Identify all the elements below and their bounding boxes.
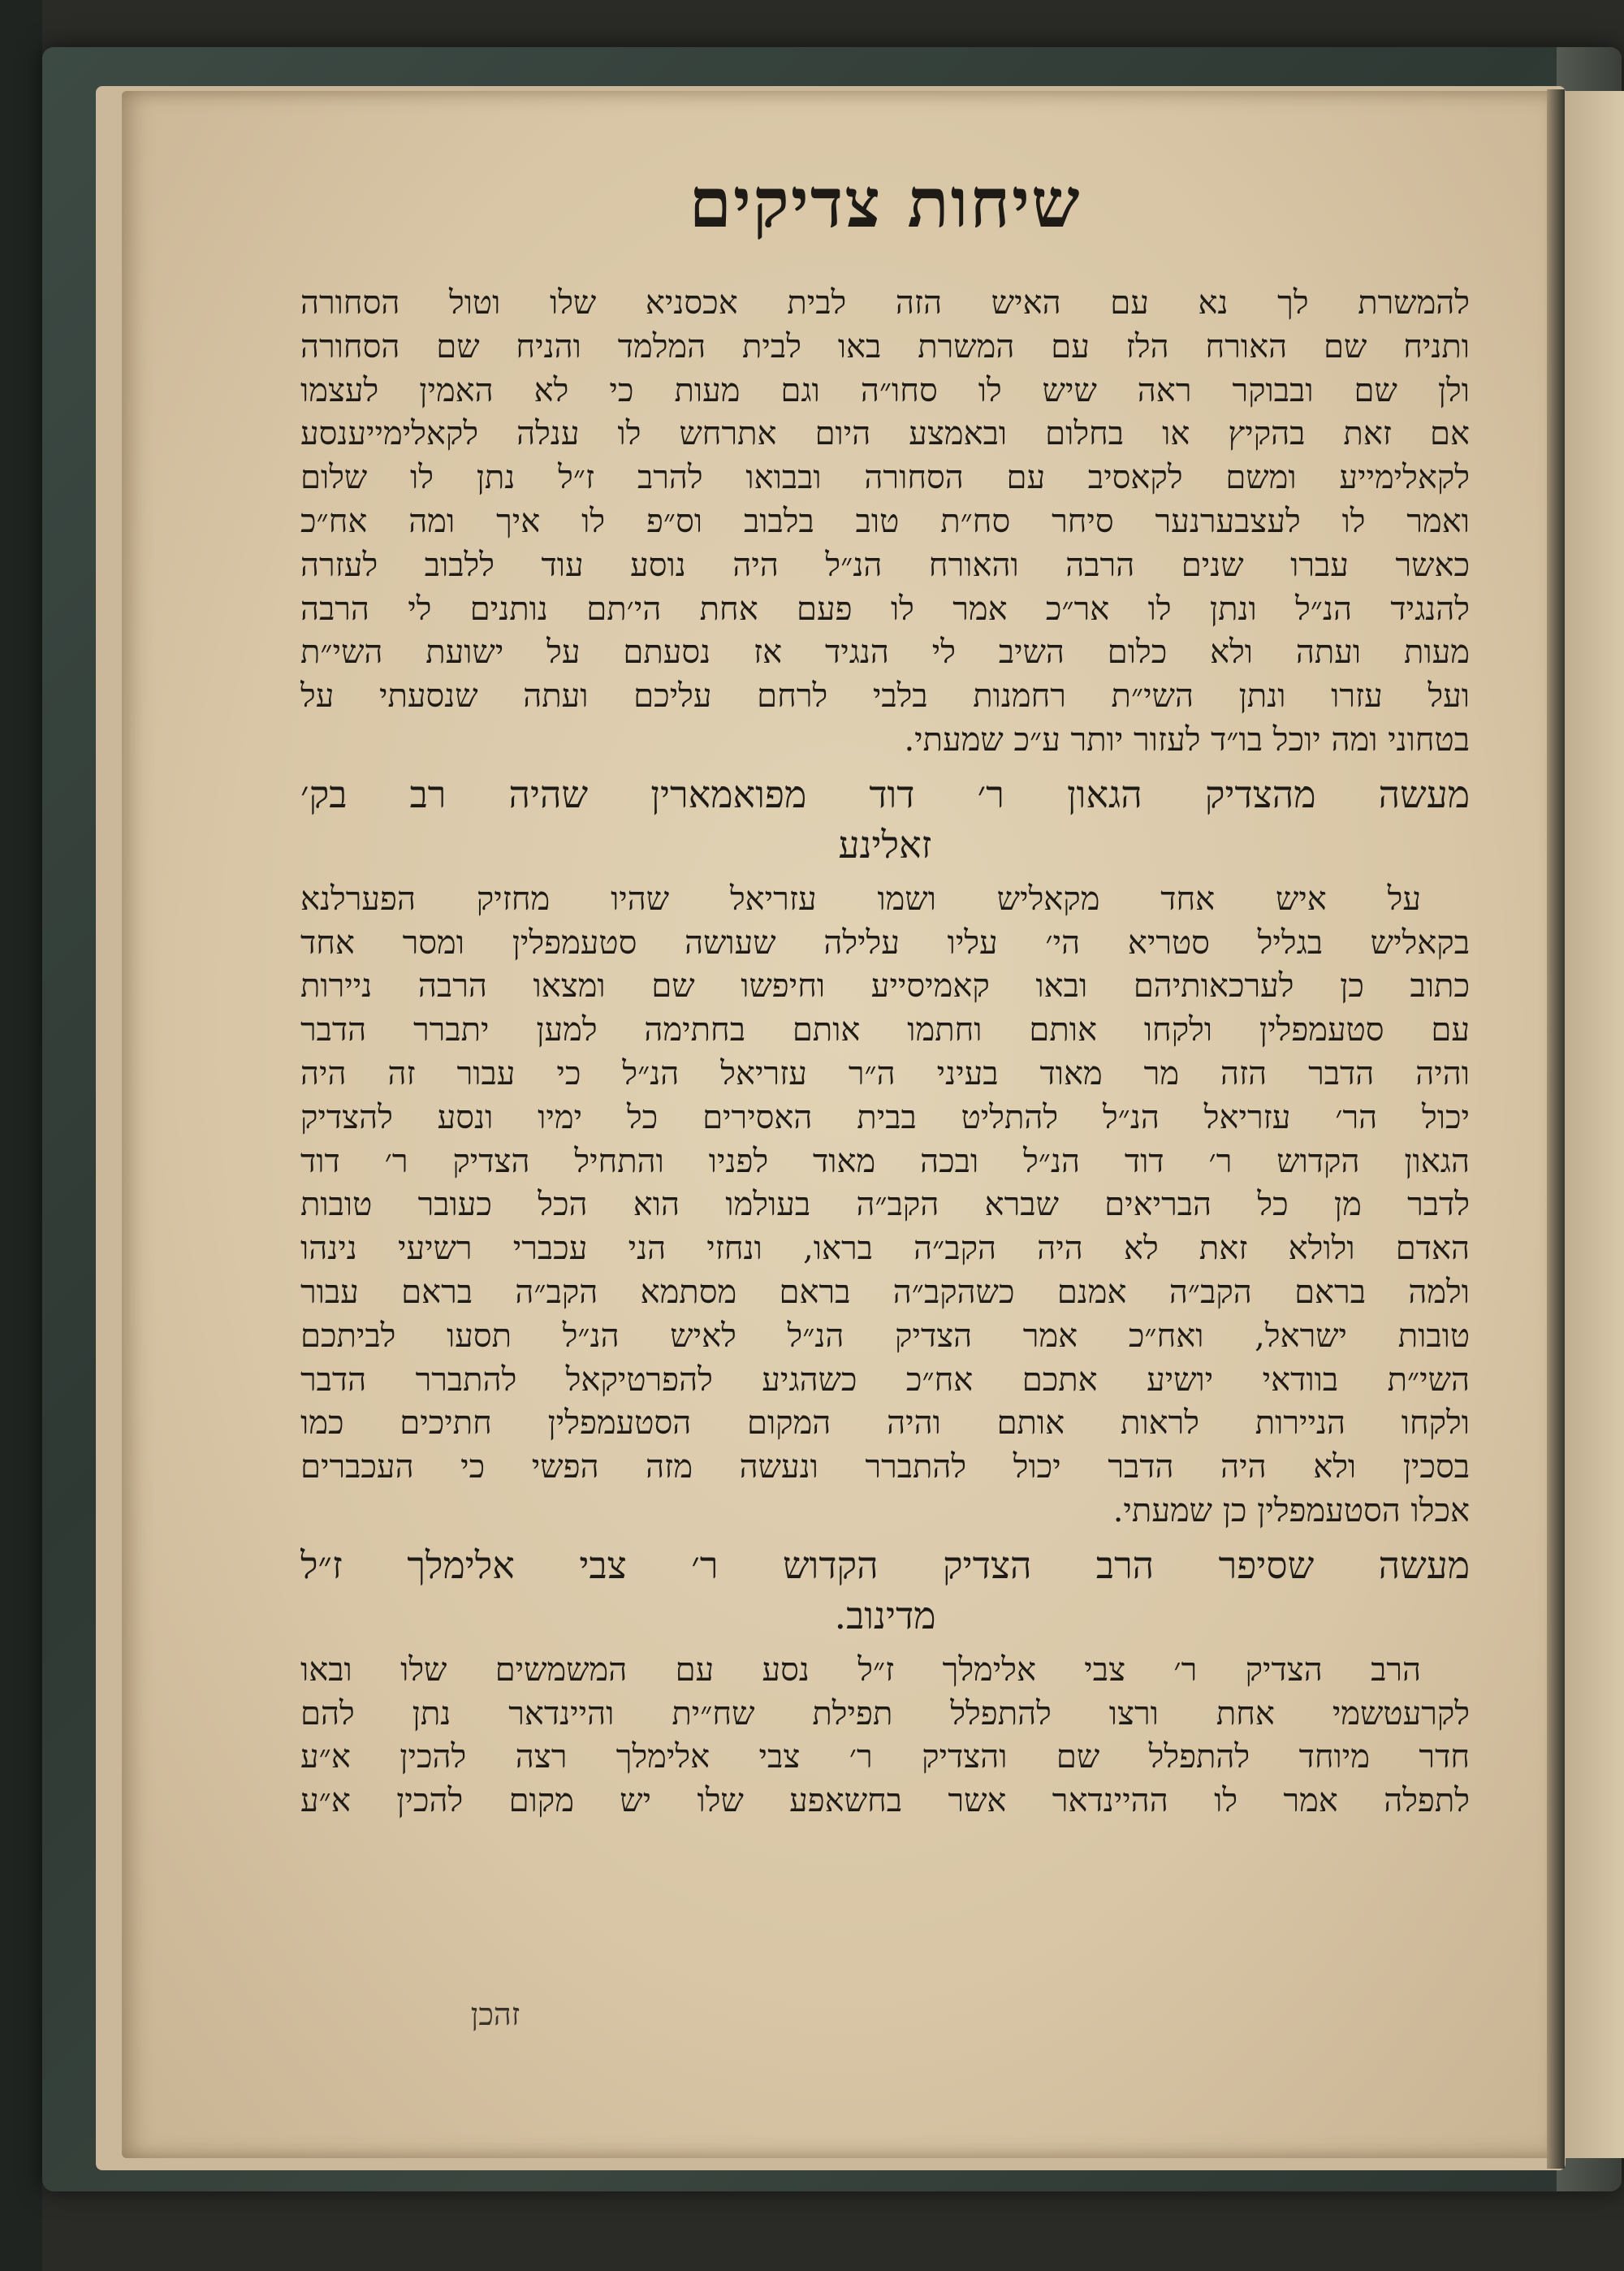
text-line: להנגיד הנ״ל ונתן לו אר״כ אמר לו פעם אחת הי׳תם נותנים לי הרבה xyxy=(300,590,1470,628)
heading-line: מדינוב. xyxy=(834,1593,936,1637)
text-line: ועל עזרו ונתן השי״ת רחמנות בלבי לרחם עליכם ועתה שנסעתי על xyxy=(300,677,1470,716)
text-line: חדר מיוחד להתפלל שם והצדיק ר׳ צבי אלימלך רצה להכין א״ע xyxy=(300,1738,1470,1776)
facing-page xyxy=(1565,91,1624,2158)
page-title: שיחות צדיקים xyxy=(689,162,1082,243)
text-line: עם סטעמפלין ולקחו אותם וחתמו אותם בחתימה למען יתברר הדבר xyxy=(300,1011,1470,1049)
text-line: אם זאת בהקיץ או בחלום ובאמצע היום אתרחש לו ענלה לקאלימייענסע xyxy=(300,415,1470,453)
story-heading-2 xyxy=(300,1540,1470,1641)
text-line: כתוב כן לערכאותיהם ובאו קאמיסייע וחיפשו שם ומצאו הרבה ניירות xyxy=(300,967,1470,1006)
text-line: להמשרת לך נא עם האיש הזה לבית אכסניא שלו וטול הסחורה xyxy=(300,284,1470,322)
text-line: השי״ת בוודאי יושיע אתכם אח״כ כשהגיע להפרטיקאל להתברר הדבר xyxy=(300,1360,1470,1399)
text-line: לקאלימייע ומשם לקאסיב עם הסחורה ובבואו להרב ז״ל נתן לו שלום xyxy=(300,459,1470,497)
heading-line: זאלינע xyxy=(838,822,932,867)
backdrop-left xyxy=(0,0,42,2271)
paragraph-1 xyxy=(300,282,1470,763)
book-gutter xyxy=(1547,89,1565,2169)
text-line: הגאון הקדוש ר׳ דוד הנ״ל ובכה מאוד לפניו והתחיל הצדיק ר׳ דוד xyxy=(300,1142,1470,1180)
paragraph-3 xyxy=(300,1649,1470,1823)
paragraph-2 xyxy=(300,878,1470,1533)
text-line: בקאליש בגליל סטריא הי׳ עליו עלילה שעושה סטעמפלין ומסר אחד xyxy=(300,924,1470,962)
text-line: האדם ולולא זאת לא היה הקב״ה בראו, ונחזי הני עכברי רשיעי נינהו xyxy=(300,1230,1470,1268)
text-line: יכול הר׳ עזריאל הנ״ל להתליט בבית האסירים כל ימיו ונסע להצדיק xyxy=(300,1098,1470,1136)
text-line: ולמה בראם הקב״ה אמנם כשהקב״ה בראם מסתמא הקב״ה בראם עבור xyxy=(300,1273,1470,1311)
text-line: בטחוני ומה יוכל בו״ד לעזור יותר ע״כ שמעתי. xyxy=(904,720,1470,759)
page-text xyxy=(300,158,1470,1823)
text-line: לתפלה אמר לו ההיינדאר אשר בחשאפע שלו יש מקום להכין א״ע xyxy=(300,1782,1470,1820)
text-line: מעות ועתה ולא כלום השיב לי הנגיד אז נסעתם על ישועת השי״ת xyxy=(300,634,1470,672)
text-line: ולן שם ובבוקר ראה שיש לו סחו״ה וגם מעות כי לא האמין לעצמו xyxy=(300,371,1470,409)
heading-line: מעשה מהצדיק הגאון ר׳ דוד מפואמארין שהיה רב בק׳ xyxy=(300,772,1470,816)
text-line: כאשר עברו שנים הרבה והאורח הנ״ל היה נוסע עוד ללבוב לעזרה xyxy=(300,546,1470,584)
text-line: ולקחו הניירות לראות אותם והיה המקום הסטעמפלין חתיכים כמו xyxy=(300,1404,1470,1443)
text-line: בסכין ולא היה הדבר יכול להתברר ונעשה מזה הפשי כי העכברים xyxy=(300,1448,1470,1486)
text-line: אכלו הסטעמפלין כן שמעתי. xyxy=(1112,1491,1470,1529)
text-line: והיה הדבר הזה מר מאוד בעיני ה״ר עזריאל הנ״ל כי עבור זה היה xyxy=(300,1054,1470,1092)
text-line: על איש אחד מקאליש ושמו עזריאל שהיו מחזיק הפערלנא xyxy=(300,880,1421,918)
catchword: זהכן xyxy=(470,1996,520,2032)
text-line: הרב הצדיק ר׳ צבי אלימלך ז״ל נסע עם המשמשים שלו ובאו xyxy=(300,1650,1421,1689)
story-heading-1 xyxy=(300,769,1470,870)
text-line: טובות ישראל, ואח״כ אמר הצדיק הנ״ל לאיש הנ״ל תסעו לביתכם xyxy=(300,1317,1470,1355)
text-line: לקרעטשמי אחת ורצו להתפלל תפילת שח״ית והיינדאר נתן להם xyxy=(300,1694,1470,1732)
heading-line: מעשה שסיפר הרב הצדיק הקדוש ר׳ צבי אלימלך ז״ל xyxy=(300,1542,1470,1587)
text-line: ותניח שם האורח הלז עם המשרת באו לבית המלמד והניח שם הסחורה xyxy=(300,327,1470,366)
text-line: לדבר מן כל הבריאים שברא הקב״ה בעולמו הוא הכל כעובר טובות xyxy=(300,1186,1470,1224)
text-line: ואמר לו לעצבערנער סיחר סח״ת טוב בלבוב וס״פ לו איך ומה אח״כ xyxy=(300,502,1470,540)
